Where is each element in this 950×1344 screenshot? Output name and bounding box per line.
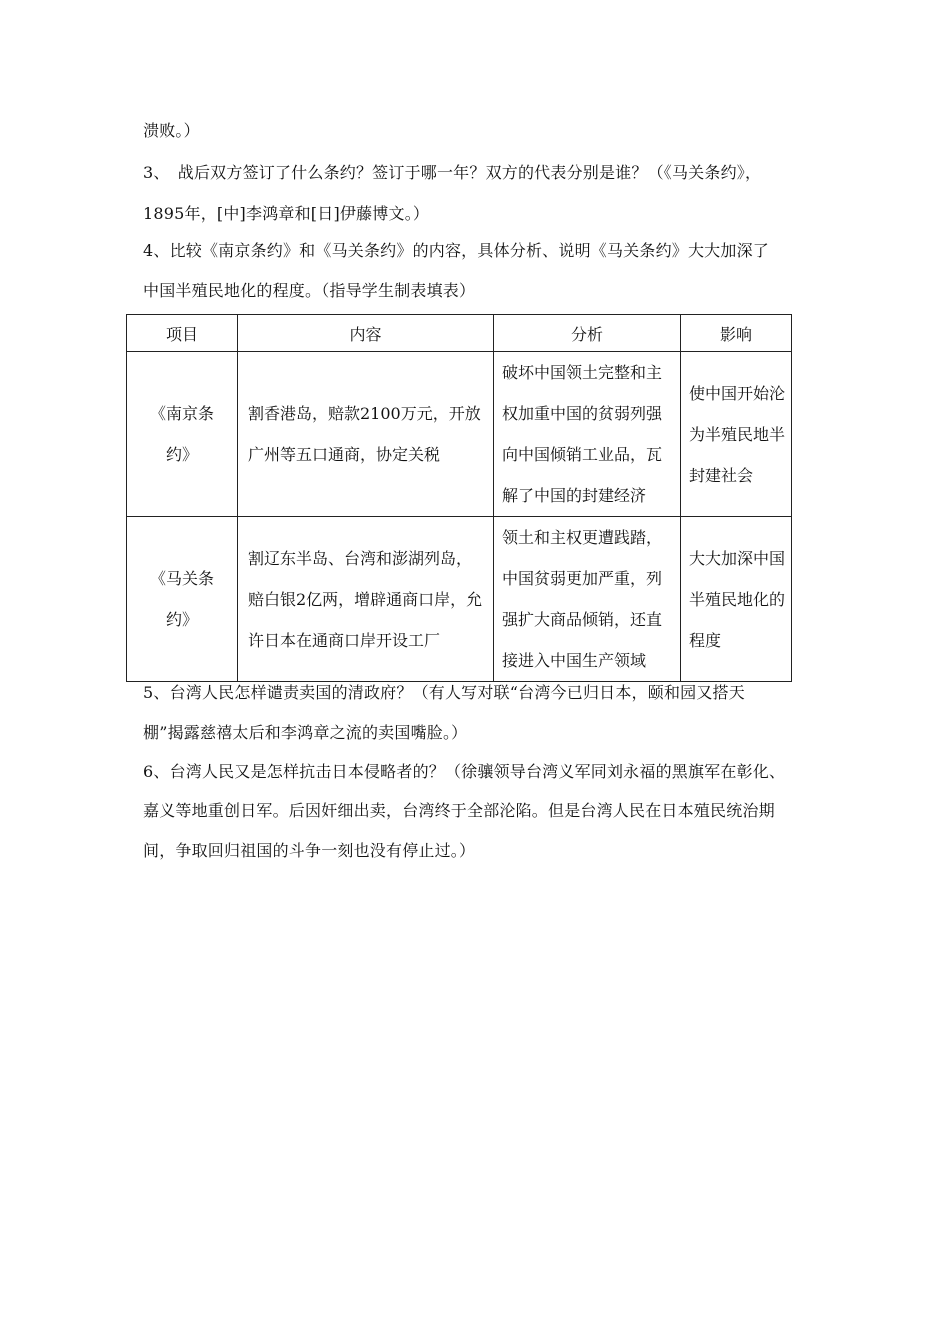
paragraph-line: 溃败。） (143, 121, 200, 140)
comparison-table (126, 314, 792, 682)
question-5-line: 5、台湾人民怎样谴责卖国的清政府？（有人写对联“台湾今已归日本，颐和园又搭天 (143, 683, 745, 702)
cell-impact-text: 使中国开始沦为半殖民地半封建社会 (689, 383, 786, 485)
cell-analysis-text: 破坏中国领土完整和主权加重中国的贫弱列强向中国倾销工业品，瓦解了中国的封建经济 (502, 363, 663, 505)
header-item: 项目 (127, 315, 238, 352)
cell-item (127, 352, 238, 517)
cell-analysis-text: 领土和主权更遭践踏，中国贫弱更加严重，列强扩大商品倾销，还直接进入中国生产领域 (502, 528, 663, 670)
cell-item-text: 《南京条约》 (149, 404, 214, 464)
cell-content (238, 517, 494, 682)
question-6-line-2: 嘉义等地重创日军。后因奸细出卖，台湾终于全部沦陷。但是台湾人民在日本殖民统治期 (143, 801, 775, 820)
cell-content-text: 割辽东半岛、台湾和澎湖列岛，赔白银2亿两，增辟通商口岸，允许日本在通商口岸开设工厂 (248, 548, 483, 650)
question-4-line: 4、比较《南京条约》和《马关条约》的内容，具体分析、说明《马关条约》大大加深了 (143, 241, 769, 260)
header-content: 内容 (238, 315, 494, 352)
table-row (127, 517, 792, 682)
table-header-row (127, 315, 792, 352)
question-6-line: 6、台湾人民又是怎样抗击日本侵略者的？（徐骧领导台湾义军同刘永福的黑旗军在彰化、 (143, 762, 786, 781)
cell-impact (681, 517, 792, 682)
question-5-line-2: 棚”揭露慈禧太后和李鸿章之流的卖国嘴脸。） (143, 723, 468, 742)
cell-item (127, 517, 238, 682)
cell-impact (681, 352, 792, 517)
header-analysis: 分析 (494, 315, 681, 352)
cell-impact-text: 大大加深中国半殖民地化的程度 (689, 548, 786, 650)
question-4-line-2: 中国半殖民地化的程度。（指导学生制表填表） (143, 281, 476, 300)
cell-analysis (494, 352, 681, 517)
cell-analysis (494, 517, 681, 682)
question-6-line-3: 间，争取回归祖国的斗争一刻也没有停止过。） (143, 841, 476, 860)
question-3-answer-line: 1895年，[中]李鸿章和[日]伊藤博文。） (143, 204, 430, 223)
question-3-line: 3、 战后双方签订了什么条约？签订于哪一年？双方的代表分别是谁？（《马关条约》， (143, 163, 762, 182)
cell-content (238, 352, 494, 517)
table-row (127, 352, 792, 517)
cell-item-text: 《马关条约》 (149, 569, 214, 629)
cell-content-text: 割香港岛，赔款2100万元，开放广州等五口通商，协定关税 (248, 404, 481, 464)
header-impact: 影响 (681, 315, 792, 352)
